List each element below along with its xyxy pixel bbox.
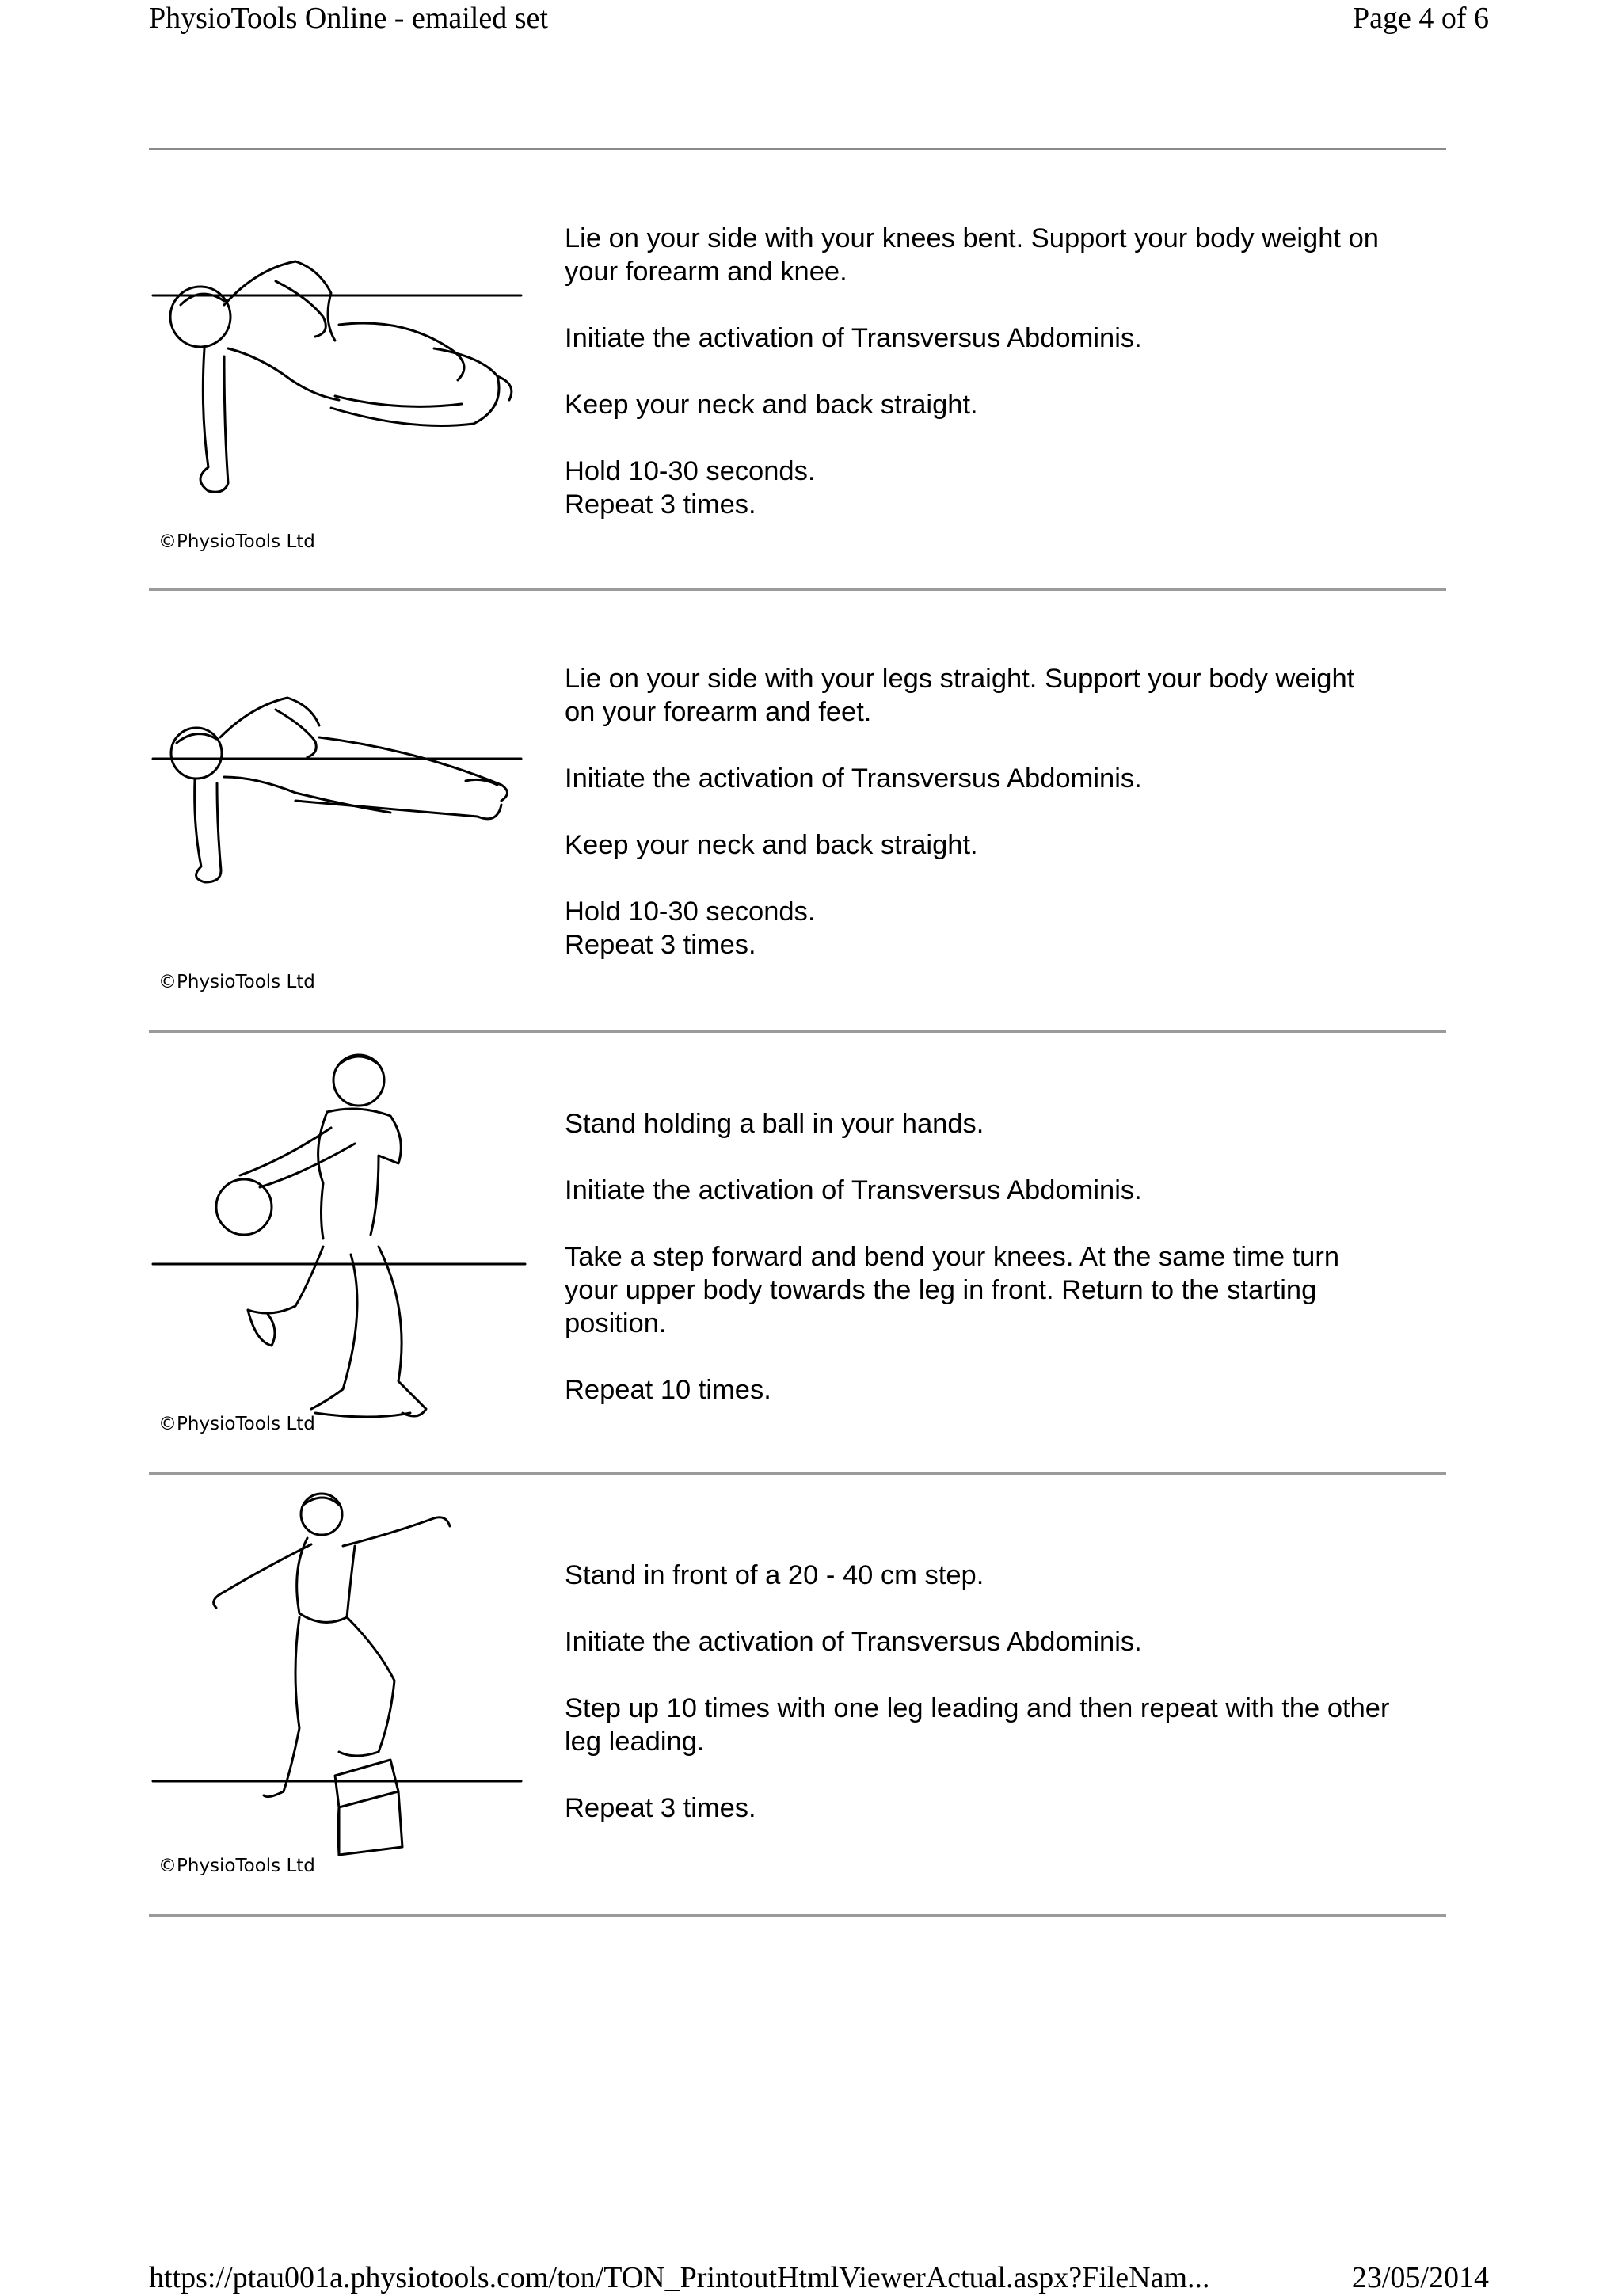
instruction-paragraph: Initiate the activation of Transversus Abdominis. <box>565 763 1142 794</box>
copyright-label: ©PhysioTools Ltd <box>158 972 315 992</box>
exercise-1 <box>149 150 1446 590</box>
print-header-title: PhysioTools Online - emailed set <box>149 2 548 35</box>
copyright-label: ©PhysioTools Ltd <box>158 1856 315 1876</box>
exercise-illustration-lunge-with-ball-rotation <box>149 1033 529 1472</box>
instruction-paragraph: Repeat 10 times. <box>565 1375 771 1405</box>
instruction-paragraph: Keep your neck and back straight. <box>565 830 978 860</box>
copyright-label: ©PhysioTools Ltd <box>158 531 315 552</box>
exercise-3 <box>149 1033 1446 1472</box>
instruction-paragraph: Take a step forward and bend your knees. At the same time turn your upper body towards the leg in front. Return to the starting position. <box>565 1242 1340 1338</box>
exercise-instructions <box>565 662 1436 961</box>
print-header-page-number: Page 4 of 6 <box>1352 2 1489 35</box>
instruction-paragraph: Hold 10-30 seconds. Repeat 3 times. <box>565 897 816 960</box>
instruction-paragraph: Step up 10 times with one leg leading and then repeat with the other leg leading. <box>565 1693 1390 1757</box>
instruction-paragraph: Lie on your side with your knees bent. Support your body weight on your forearm and knee. <box>565 223 1379 287</box>
instruction-paragraph: Stand in front of a 20 - 40 cm step. <box>565 1560 984 1590</box>
exercise-illustration-side-plank-legs-straight <box>149 591 529 1030</box>
exercise-instructions <box>565 222 1436 521</box>
print-footer-date: 23/05/2014 <box>1351 2261 1489 2294</box>
print-footer-url: https://ptau001a.physiotools.com/ton/TON_PrintoutHtmlViewerActual.aspx?FileNam... <box>149 2261 1210 2294</box>
copyright-label: ©PhysioTools Ltd <box>158 1414 315 1434</box>
exercise-2 <box>149 591 1446 1030</box>
exercise-4 <box>149 1475 1446 1914</box>
section-divider <box>149 1914 1446 1917</box>
instruction-paragraph: Lie on your side with your legs straight. Support your body weight on your forearm and feet. <box>565 664 1355 727</box>
instruction-paragraph: Initiate the activation of Transversus Abdominis. <box>565 1627 1142 1657</box>
instruction-paragraph: Stand holding a ball in your hands. <box>565 1109 984 1139</box>
instruction-paragraph: Initiate the activation of Transversus Abdominis. <box>565 323 1142 353</box>
instruction-paragraph: Hold 10-30 seconds. Repeat 3 times. <box>565 456 816 520</box>
exercise-illustration-side-plank-knees-bent <box>149 150 529 590</box>
exercise-illustration-step-up <box>149 1475 529 1914</box>
top-divider <box>149 148 1446 150</box>
instruction-paragraph: Initiate the activation of Transversus Abdominis. <box>565 1175 1142 1205</box>
exercise-instructions <box>565 1559 1436 1825</box>
exercise-instructions <box>565 1107 1436 1407</box>
instruction-paragraph: Keep your neck and back straight. <box>565 390 978 420</box>
instruction-paragraph: Repeat 3 times. <box>565 1793 756 1823</box>
